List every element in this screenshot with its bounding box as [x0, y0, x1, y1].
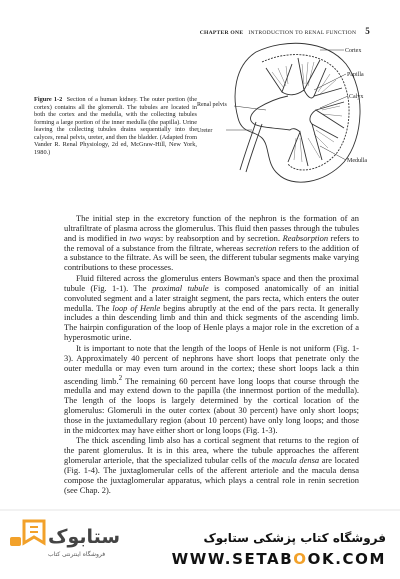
pyramid-striations: [272, 62, 342, 162]
paragraph-2: [64, 274, 359, 343]
figure-number: Figure 1-2: [34, 96, 63, 103]
calyx-d: [290, 129, 300, 132]
paragraph-1: [64, 214, 359, 273]
p4-text-a: The thick ascending limb also has a cortical segment that returns to the region of the parent glomerulus. It is in this area, where the tubule approaches the afferent glomerular arteriole, that the specialized tubular cells of the: [64, 435, 359, 466]
ureter: [240, 122, 262, 172]
renal-pelvis: [251, 96, 290, 130]
store-name: فروشگاه کتاب پزشکی ستابوک: [203, 531, 386, 545]
p1-text-a: The initial step in the excretory function of the nephron is the formation of an ultrafiltrate of plasma across the glomerulus. This fluid then passes through the tubules and is modified in: [64, 213, 359, 243]
p1-emph-reabsorption: Reabsorption: [282, 232, 329, 243]
book-logo-icon: [8, 517, 121, 567]
p2-emph-proximal-tubule: proximal tubule: [151, 282, 209, 293]
pyramid-1: [266, 64, 292, 92]
cortex-boundary: [262, 55, 349, 170]
p4-text-c: are located (Fig. 1-4). The juxtaglomerular cells of the afferent arteriole and the macula densa compose the juxtaglomerular apparatus, which plays a central role in renin secretion (see Chap. 2).: [64, 455, 359, 495]
body-text: [64, 214, 359, 495]
figure-caption: [34, 96, 197, 156]
p3-footnote-ref[interactable]: 2: [118, 373, 123, 382]
svg-text:ستابوک: ستابوک: [48, 526, 121, 548]
url-part-1: WWW.SETAB: [171, 550, 294, 568]
url-part-2: OK.COM: [307, 550, 386, 568]
p4-emph-macula-densa: macula densa: [271, 455, 320, 466]
label-calyx: Calyx: [349, 94, 364, 100]
kidney-capsule: [235, 43, 360, 182]
paragraph-3: [64, 344, 359, 435]
p2-text-e: begins abruptly at the end of the pars recta. It generally includes a thin descending limb and thin and thick segments of the ascending limb. The hairpin configuration of the loop of Henle plays a major role in the excretion of a hyperosmotic urine.: [64, 302, 359, 343]
url-part-o: O: [293, 550, 308, 568]
pyramid-2: [298, 58, 320, 90]
chapter-title: INTRODUCTION TO RENAL FUNCTION: [248, 30, 357, 36]
caption-text: Section of a human kidney. The outer portion (the cortex) contains all the glomeruli. The tubules are located in both the cortex and the medulla, with the collecting tubules forming a large portion of the inner medulla (the papilla). Urine leaving the collecting tubules drains sequentially into the calyces, renal pelvis, ureter, and then the bladder. (Adapted from Vander R. Renal Physiology, 2d ed, McGraw-Hill, New York, 1980.): [34, 96, 197, 156]
store-logo[interactable]: [8, 517, 121, 567]
label-papilla: Papilla: [347, 72, 364, 78]
chapter-label: CHAPTER ONE: [199, 30, 244, 36]
calyx-a: [282, 90, 304, 95]
paragraph-4: [64, 436, 359, 495]
leader-medulla: [320, 146, 346, 160]
logo-caption: فروشگاه اینترنتی کتاب: [48, 551, 106, 558]
p1-text-g: refers to the addition of a substance to the filtrate. As will be seen, the different tubular segments make varying contributions to these processes.: [64, 242, 359, 273]
p3-text-b: The remaining 60 percent have long loops that course through the medulla and may extend down to the papilla (the innermost portion of the medulla). The length of the loops is largely determined by the cortical location of the glomerulus: Glomeruli in the outer cortex (about 30 percent) have only short loops; those in the juxtamedullary region (about 10 percent) have only long loops; and those in the midcortex may have either short or long loops (Fig. 1-3).: [64, 375, 359, 435]
leader-papilla: [314, 74, 346, 90]
p1-emph-two-ways: two ways: [129, 232, 161, 243]
calyx-b: [304, 90, 314, 98]
p2-emph-loop-of-henle: loop of Henle: [112, 302, 161, 313]
p1-text-c: : by reabsorption and by secretion.: [160, 232, 283, 243]
kidney-section-figure: [196, 34, 376, 190]
label-ureter: Ureter: [197, 128, 213, 134]
p3-text-a: It is important to note that the length of the loops of Henle is not uniform (Fig. 1-3). Approximately 40 percent of nephrons have short loops that penetrate only the outer medulla or may even turn around in the cortex; these short loops lack a thin ascending limb.: [64, 342, 359, 386]
label-cortex: Cortex: [345, 48, 362, 54]
label-medulla: Medulla: [347, 158, 367, 164]
calyx-c: [310, 110, 316, 124]
pyramid-6: [288, 132, 308, 166]
p1-emph-secretion: secretion: [245, 242, 277, 253]
label-renal-pelvis: Renal pelvis: [197, 102, 227, 108]
page-number: 5: [365, 26, 370, 36]
pyramid-5: [312, 124, 338, 160]
p2-text-a: Fluid filtered across the glomerulus enters Bowman's space and then the proximal tubule (Fig. 1-1). The: [64, 273, 359, 293]
store-url[interactable]: [172, 550, 386, 568]
p2-text-c: is composed anatomically of an initial convoluted segment and a later straight segment, the pars recta, which enters the outer medulla. The: [64, 282, 360, 313]
store-footer: [0, 509, 400, 579]
p1-text-e: refers to the removal of a substance from the filtrate, whereas: [64, 232, 359, 253]
